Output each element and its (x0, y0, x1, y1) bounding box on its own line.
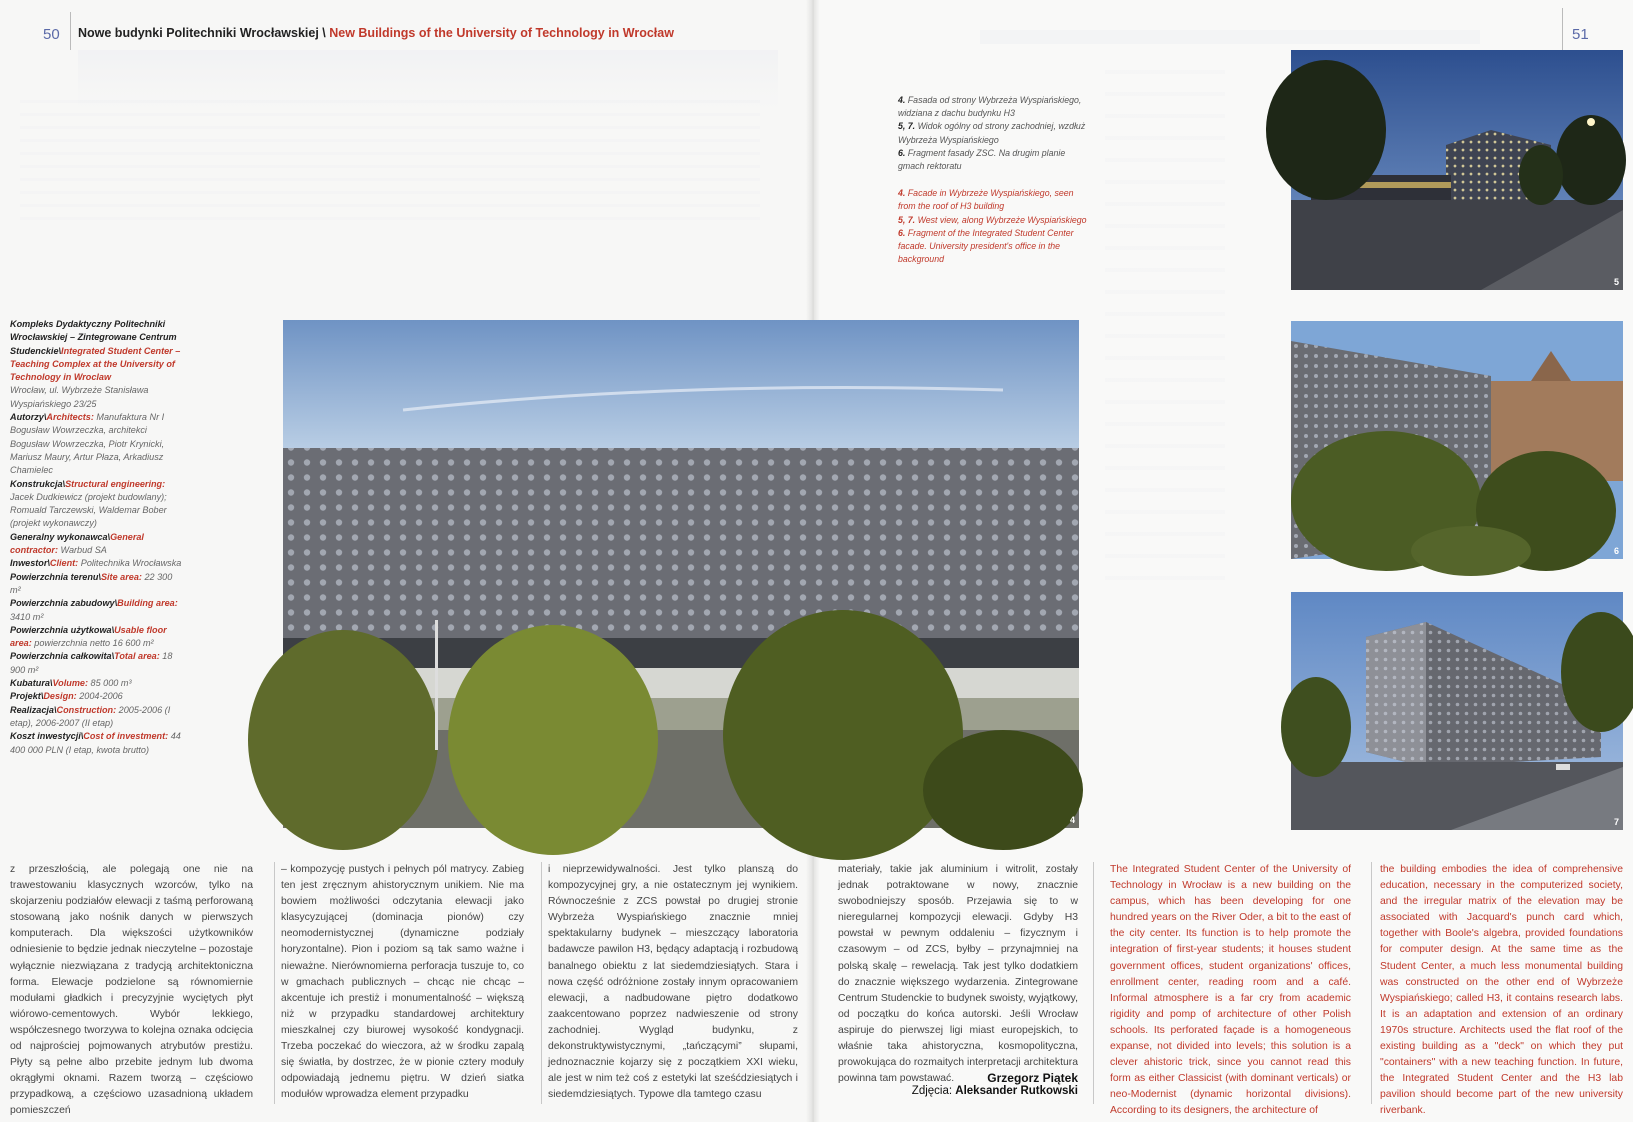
project-info-item (10, 411, 182, 477)
photo-credit-label: Zdjęcia: (911, 1085, 953, 1097)
caption-number: 6. (898, 227, 906, 238)
caption-item (898, 94, 1088, 120)
facade-fragment-illustration (1291, 321, 1623, 559)
header-divider (1562, 8, 1563, 50)
info-label-en: Usable floor area: (10, 624, 167, 649)
caption-number: 4. (898, 188, 906, 199)
page-number-left: 50 (43, 26, 60, 43)
info-label-en: Total area: (114, 651, 160, 662)
article-column-1: z przeszłością, ale polegają one nie na trawestowaniu klasycznych wzorców, tylko na skojarzeniu podziałów elewacji z taśmą perforowaną stosowaną jako nośnik danych w pierwszych komputerach. Dla większości użytkowników odniesienie to będzie jednak nieczytelne – pozostaje wyłącznie niezwiązana z tradycją architektoniczna forma. Elewacje podzielone są równomiernie modułami gładkich i precyzyjnie wyciętych płyt wiórowo-cementowych. Wybór lekkiego, współczesnego tworzywa to kolejna oznaka odcięcia od najprościej pojmowanych atrybutów prestiżu. Płyty są pełne albo przebite jednym lub dwoma okrągłymi oknami. Razem tworzą – częściowo przypadkową, a częściowo uzasadnioną układem pomieszczeń (10, 864, 253, 1117)
info-label-pl: Powierzchnia całkowita\ (10, 651, 115, 662)
caption-text: West view, along Wybrzeże Wyspiańskiego (917, 214, 1087, 225)
caption-text: Facade in Wybrzeże Wyspiańskiego, seen from the roof of H3 building (898, 188, 1074, 212)
info-label-pl: Realizacja\ (10, 704, 57, 715)
info-label-pl: Kubatura\ (10, 678, 53, 689)
info-value: 85 000 m³ (90, 678, 132, 689)
caption-item (898, 120, 1088, 146)
info-label-en: Building area: (117, 598, 178, 609)
project-name-en: Integrated Student Center – Teaching Complex at the University of Technology in Wroclaw (10, 345, 181, 383)
project-info-item (10, 531, 182, 558)
column-divider (1093, 862, 1094, 1104)
caption-number: 4. (898, 95, 906, 105)
photo-captions (898, 94, 1088, 266)
article-column-2: – kompozycję pustych i pełnych pól matrycy. Zabieg ten jest zręcznym ahistorycznym unikiem. Nie ma bowiem możliwości odczytania elewacji jako klasycyzującej (dominacja pionów) czy neomodernistycznej (dynamiczne podziały horyzontalne). Pion i poziom są tak samo ważne i nieważne. Nierównomierna perforacja tuszuje to, co w gmachach publicznych – chcąc nie chcąc – akcentuje ich prestiż i monumentalność – większą niż w przypadku standardowej architektury mieszkalnej czy biurowej wysokość kondygnacji. Trzeba poczekać do wieczora, aż w środku zapalą się światła, by dostrzec, że w pionie cztery moduły odpowiadają jednemu piętru. W dzień siatka modułów wprowadza element przypadku (281, 864, 524, 1101)
article-column-3: i nieprzewidywalności. Jest tylko planszą do kompozycyjnej gry, a nie ostatecznym jej wynikiem. Równocześnie z ZCS powstał po drugiej stronie Wybrzeża Wyspiańskiego znacznie mniej spektakularny budynek – mieszczący laboratoria badawcze pawilon H3, będący adaptacją i rozbudową banalnego obiektu z lat siedemdziesiątych. Stara i nowa część odróżnione zostały innym opracowaniem elewacji, a nadbudowane piętro dodatkowo zaakcentowano poprzez nadwieszenie od strony zachodniej. Wygląd budynku, z dekonstruktywistycznymi, „tańczącymi” słupami, jednoznacznie kojarzy się z początkiem XXI wieku, ale jest w nim też coś z estetyki lat sześćdziesiątych i siedemdziesiątych. Typowe dla tamtego czasu (548, 864, 798, 1101)
info-label-en: Structural engineering: (65, 478, 166, 489)
info-value: powierzchnia netto 16 600 m² (34, 638, 154, 649)
header-title-en: New Buildings of the University of Technology in Wrocław (329, 26, 674, 40)
project-info (10, 318, 182, 757)
info-label-en: Volume: (52, 678, 88, 689)
info-value: 22 300 m² (10, 571, 173, 595)
project-title (10, 318, 182, 384)
info-value: 2005-2006 (I etap), 2006-2007 (II etap) (10, 704, 171, 728)
info-label-en: Construction: (56, 704, 117, 715)
info-label-pl: Powierzchnia zabudowy\ (10, 598, 118, 609)
photo-number: 5 (1613, 277, 1619, 287)
info-label-pl: Projekt\ (10, 691, 44, 702)
article-column-6-en: the building embodies the idea of comprehensive education, necessary in the computerized society, and the irregular matrix of the elevation may be associated with Jacquard's punch card which, together with Boole's algebra, provided foundations for computer design. At the same time as the Student Center, a much less monumental building was constructed on the other end of Wybrzeże Wyspiańskiego; called H3, it contains research labs. It is an adaptation and extension of an ordinary 1970s structure. Architects used the flat roof of the existing building as a "deck" on which they put "containers" with a new teaching function. In future, the Integrated Student Center and the H3 lab pavilion should become part of the new university riverbank. (1380, 864, 1623, 1117)
photo-main-facade (283, 320, 1079, 828)
info-value: Jacek Dudkiewicz (projekt budowlany); Romuald Tarczewski, Waldemar Bober (projekt wykonawczy) (10, 491, 167, 529)
show-through-ghost (980, 30, 1480, 44)
project-address: Wrocław, ul. Wybrzeże Stanisława Wyspiańskiego 23/25 (10, 385, 149, 409)
photo-number: 6 (1613, 546, 1619, 556)
caption-number: 5, 7. (898, 214, 916, 225)
project-info-item (10, 730, 182, 757)
info-label-pl: Powierzchnia użytkowa\ (10, 624, 115, 635)
info-label-en: Architects: (46, 412, 94, 423)
info-label-pl: Inwestor\ (10, 558, 50, 569)
header-title-pl: Nowe budynki Politechniki Wrocławskiej \ (78, 26, 326, 40)
photo-facade-fragment (1291, 321, 1623, 559)
info-value: 44 400 000 PLN (I etap, kwota brutto) (10, 731, 181, 755)
column-divider (541, 862, 542, 1104)
column-divider (274, 862, 275, 1104)
caption-item (898, 187, 1088, 213)
caption-item (898, 147, 1088, 173)
captions-en (898, 187, 1088, 266)
project-info-item (10, 650, 182, 677)
photo-night-view (1291, 50, 1623, 290)
project-name-pl: Kompleks Dydaktyczny Politechniki Wrocławskiej – Zintegrowane Centrum Studenckie\ (10, 319, 177, 356)
facade-photo-illustration (283, 320, 1079, 828)
info-value: Manufaktura Nr I Bogusław Wowrzeczka, architekci Bogusław Wowrzeczka, Piotr Krynicki, Mariusz Maury, Artur Płaza, Arkadiusz Chamielec (10, 412, 165, 476)
project-info-item (10, 597, 182, 624)
info-label-en: Cost of investment: (83, 731, 169, 742)
caption-number: 6. (898, 147, 906, 158)
project-info-item (10, 624, 182, 651)
info-label-en: Design: (43, 691, 77, 702)
west-view-illustration (1291, 592, 1623, 830)
caption-text: Widok ogólny od strony zachodniej, wzdłuż Wybrzeża Wyspiańskiego (898, 121, 1086, 145)
info-label-pl: Koszt inwestycji\ (10, 731, 84, 742)
page-number-right: 51 (1572, 26, 1589, 43)
project-info-item (10, 690, 182, 703)
info-label-pl: Konstrukcja\ (10, 478, 66, 489)
info-label-pl: Autorzy\ (10, 412, 47, 423)
info-label-en: General contractor: (10, 531, 144, 556)
info-value: 3410 m² (10, 611, 44, 622)
caption-text: Fasada od strony Wybrzeża Wyspiańskiego, widziana z dachu budynku H3 (898, 95, 1082, 119)
project-info-item (10, 571, 182, 598)
info-value: 18 900 m² (10, 651, 173, 675)
project-info-item (10, 704, 182, 731)
captions-pl (898, 94, 1088, 173)
info-label-pl: Powierzchnia terenu\ (10, 571, 101, 582)
project-info-item (10, 478, 182, 531)
author-name: Grzegorz Piątek (987, 1071, 1078, 1085)
header-divider (70, 12, 71, 50)
caption-text: Fragment of the Integrated Student Center facade. University president's office in the background (898, 227, 1074, 265)
photographer-name: Aleksander Rutkowski (955, 1085, 1078, 1097)
caption-text: Fragment fasady ZSC. Na drugim planie gmach rektoratu (898, 147, 1066, 172)
show-through-ghost (20, 100, 760, 220)
info-value: Warbud SA (60, 545, 107, 556)
info-value: 2004-2006 (79, 691, 123, 702)
article-signature (838, 1071, 1078, 1097)
info-label-en: Site area: (100, 571, 142, 582)
info-label-en: Client: (49, 558, 79, 569)
article-column-5-en: The Integrated Student Center of the University of Technology in Wrocław is a new building on the campus, which has been developing for one hundred years on the River Oder, a bit to the east of the city center. Its function is to help promote the integration of first-year students; it houses student government offices, student organizations' offices, enrollment center, reading room and a café. Informal atmosphere is a far cry from academic rigidity and pomp of architecture of other Polish schools. Its perforated façade is a homogeneous expanse, not divided into levels; this solution is a clever ahistoric trick, since you cannot read this form as either Classicist (with dominant verticals) or neo-Modernist (dynamic horizontal divisions). According to its designers, the architecture of (1110, 864, 1351, 1117)
night-photo-illustration (1291, 50, 1623, 290)
photo-number: 4 (1069, 815, 1075, 825)
running-header (78, 26, 674, 40)
photo-credit (838, 1085, 1078, 1097)
caption-number: 5, 7. (898, 121, 916, 132)
caption-item (898, 227, 1088, 267)
show-through-ghost (1105, 70, 1225, 590)
column-divider (1371, 862, 1372, 1104)
photo-number: 7 (1613, 817, 1619, 827)
photo-west-view (1291, 592, 1623, 830)
project-info-item (10, 557, 182, 570)
project-info-item (10, 677, 182, 690)
info-value: Politechnika Wrocławska (80, 558, 182, 569)
article-column-4: materiały, takie jak aluminium i witrolit, zostały jednak potraktowane w nowy, znacznie swobodniejszy sposób. Przejawia się to w nieregularnej kompozycji elewacji. Gdyby H3 powstał w pewnym oddaleniu – fizycznym i czasowym – od ZCS, byłby – przynajmniej na polską skalę – rewelacją. Tak jest tylko dodatkiem do znacznie większego wydarzenia. Zintegrowane Centrum Studenckie to budynek swoisty, wyjątkowy, od początku do końca autorski. Jeśli Wrocław aspiruje do pierwszej ligi miast europejskich, to właśnie taka ahistoryczna, kosmopolityczna, prowokująca do rozmaitych interpretacji architektura powinna tam powstawać. (838, 864, 1078, 1085)
project-info-items (10, 411, 182, 757)
caption-item (898, 214, 1088, 227)
info-label-pl: Generalny wykonawca\ (10, 531, 111, 542)
